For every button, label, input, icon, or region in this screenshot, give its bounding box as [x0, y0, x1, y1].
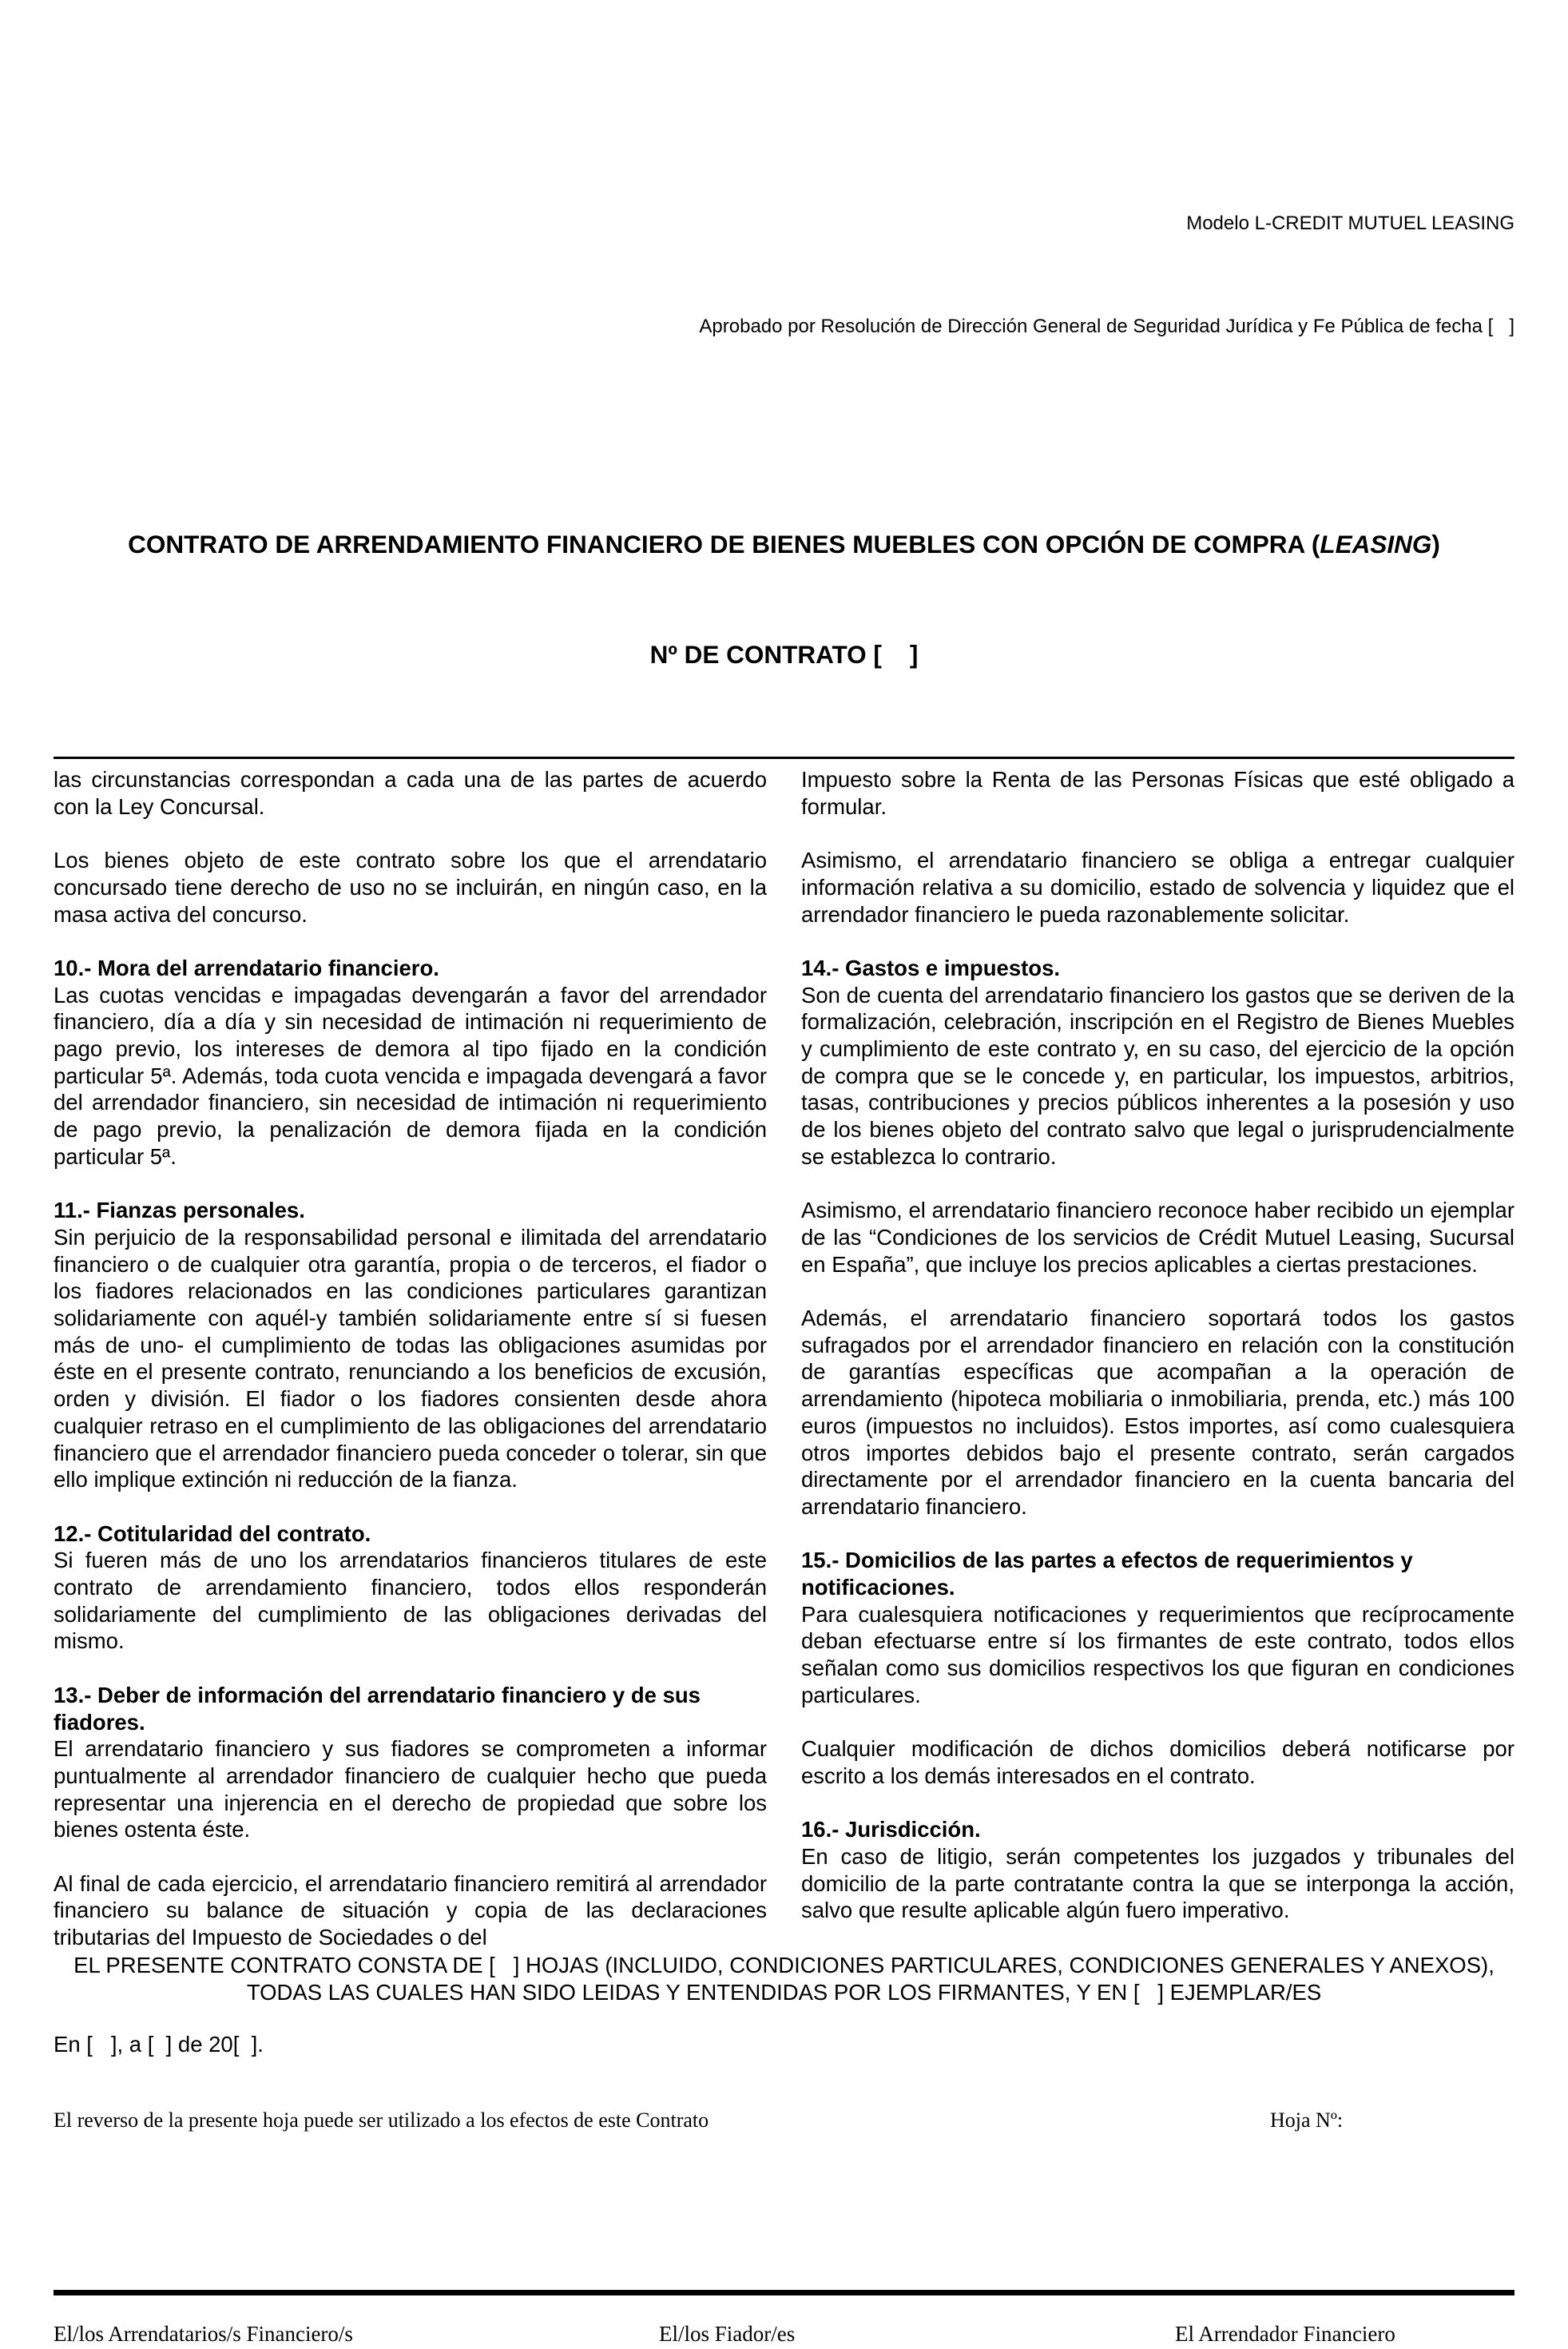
- contract-title-line1: [54, 526, 1514, 562]
- clause-16-heading: 16.- Jurisdicción.: [801, 1817, 981, 1842]
- clause-9-continuation-2: Los bienes objeto de este contrato sobre los que el arrendatario concursado tiene derecho de uso no se incluirán, en ningún caso, en la masa activa del concurso.: [54, 848, 767, 927]
- clause-12-body: Si fueren más de uno los arrendatarios financieros titulares de este contrato de arrendamiento financiero, todos ellos responderán solidariamente del cumplimiento de las obligaciones derivadas del mismo.: [54, 1548, 767, 1654]
- title-text-pre: CONTRATO DE ARRENDAMIENTO FINANCIERO DE BIENES MUEBLES CON OPCIÓN DE COMPRA (: [128, 530, 1320, 558]
- closing-statement: EL PRESENTE CONTRATO CONSTA DE [ ] HOJAS (INCLUIDO, CONDICIONES PARTICULARES, CONDICIONES GENERALES Y ANEXOS), TODAS LAS CUALES HAN SIDO LEIDAS Y ENTENDIDAS POR LOS FIRMANTES, Y EN [ ] EJEMPLAR/ES: [73, 1952, 1500, 2005]
- clause-12-heading: 12.- Cotitularidad del contrato.: [54, 1520, 371, 1546]
- clause-14-heading: 14.- Gastos e impuestos.: [801, 955, 1060, 980]
- document-header: [54, 0, 1514, 412]
- reverse-side-note: El reverso de la presente hoja puede ser utilizado a los efectos de este Contrato: [54, 2109, 709, 2132]
- right-column: [801, 766, 1514, 1951]
- title-divider-rule: [54, 757, 1514, 759]
- sheet-number-label: Hoja Nº:: [1270, 2109, 1344, 2132]
- title-text-leasing: LEASING: [1320, 530, 1432, 558]
- clause-14-body-1: Son de cuenta del arrendatario financiero los gastos que se deriven de la formalización, celebración, inscripción en el Registro de Bienes Muebles y cumplimiento de este contrato y, en su caso, del ejercicio de la opción de compra que se le concede y, en particular, los impuestos, arbitrios, tasas, contribuciones y precios públicos inherentes a la posesión y uso de los bienes objeto del contrato salvo que legal o jurisprudencialmente se establezca lo contrario.: [801, 982, 1514, 1169]
- clause-14-body-2: Asimismo, el arrendatario financiero reconoce haber recibido un ejemplar de las “Condiciones de los servicios de Crédit Mutuel Leasing, Sucursal en España”, que incluye los precios aplicables a ciertas prestaciones.: [801, 1198, 1514, 1277]
- clause-13-continuation-1: Impuesto sobre la Renta de las Personas Físicas que esté obligado a formular.: [801, 767, 1514, 819]
- clause-13-heading: 13.- Deber de información del arrendatario financiero y de sus fiadores.: [54, 1682, 701, 1735]
- lessor-signature-label: El Arrendador Financiero: [1175, 2321, 1395, 2346]
- clause-16-body: En caso de litigio, serán competentes los juzgados y tribunales del domicilio de la parte contratante contra la que se interponga la acción, salvo que resulte aplicable algún fuero imperativo.: [801, 1844, 1514, 1923]
- clause-13-body-1: El arrendatario financiero y sus fiadores se comprometen a informar puntualmente al arrendador financiero de cualquier hecho que pueda representar una injerencia en el derecho de propiedad que sobre los bienes ostenta éste.: [54, 1736, 767, 1842]
- title-text-post: ): [1431, 530, 1440, 558]
- approval-reference: Aprobado por Resolución de Dirección General de Seguridad Jurídica y Fe Pública de fecha [ ]: [699, 316, 1514, 337]
- clause-13-continuation-2: Asimismo, el arrendatario financiero se obliga a entregar cualquier información relativa a su domicilio, estado de solvencia y liquidez que el arrendador financiero le pueda razonablemente solicitar.: [801, 848, 1514, 927]
- page-footer: [54, 2108, 1514, 2133]
- clause-15-body-2: Cualquier modificación de dichos domicilios deberá notificarse por escrito a los demás interesados en el contrato.: [801, 1736, 1514, 1788]
- two-column-body: [54, 766, 1514, 1951]
- signature-divider-rule: [54, 2290, 1514, 2295]
- clause-10-heading: 10.- Mora del arrendatario financiero.: [54, 955, 439, 980]
- contract-title: [54, 452, 1514, 746]
- clause-15-body-1: Para cualesquiera notificaciones y requerimientos que recíprocamente deban efectuarse entre sí los firmantes de este contrato, todos ellos señalan como sus domicilios respectivos los que figuran en condiciones particulares.: [801, 1601, 1514, 1707]
- left-column: [54, 766, 767, 1951]
- model-reference: Modelo L-CREDIT MUTUEL LEASING: [1186, 213, 1514, 234]
- contract-number-line: Nº DE CONTRATO [ ]: [649, 640, 919, 669]
- lessee-signature-label: El/los Arrendatarios/s Financiero/s: [54, 2321, 353, 2346]
- guarantor-signature-label: El/los Fiador/es: [659, 2321, 796, 2346]
- signature-row: [54, 2320, 1514, 2349]
- clause-11-body: Sin perjuicio de la responsabilidad personal e ilimitada del arrendatario financiero o de cualquier otra garantía, propia o de terceros, el fiador o los fiadores relacionados en las condiciones particulares garantizan solidariamente con aquél-y también solidariamente entre sí si fuesen más de uno- el cumplimiento de todas las obligaciones asumidas por éste en el presente contrato, renunciando a los beneficios de excusión, orden y división. El fiador o los fiadores consienten desde ahora cualquier retraso en el cumplimiento de las obligaciones del arrendatario financiero que el arrendador financiero pueda conceder o tolerar, sin que ello implique extinción ni reducción de la fianza.: [54, 1224, 767, 1492]
- clause-9-continuation-1: las circunstancias correspondan a cada una de las partes de acuerdo con la Ley Concursal.: [54, 767, 767, 819]
- clause-10-body: Las cuotas vencidas e impagadas devengarán a favor del arrendador financiero, día a día y sin necesidad de intimación ni requerimiento de pago previo, los intereses de demora al tipo fijado en la condición particular 5ª. Además, toda cuota vencida e impagada devengará a favor del arrendador financiero, sin necesidad de intimación ni requerimiento de pago previo, la penalización de demora fijada en la condición particular 5ª.: [54, 982, 767, 1169]
- clause-11-heading: 11.- Fianzas personales.: [54, 1198, 305, 1223]
- place-and-date-line: En [ ], a [ ] de 20[ ].: [54, 2031, 264, 2057]
- clause-14-body-3: Además, el arrendatario financiero soportará todos los gastos sufragados por el arrendador financiero en relación con la constitución de garantías específicas que acompañan a la operación de arrendamiento (hipoteca mobiliaria o inmobiliaria, prenda, etc.) más 100 euros (impuestos no incluidos). Estos importes, así como cualesquiera otros importes debidos bajo el presente contrato, serán cargados directamente por el arrendador financiero en la cuenta bancaria del arrendatario financiero.: [801, 1306, 1514, 1519]
- clause-15-heading: 15.- Domicilios de las partes a efectos de requerimientos y notificaciones.: [801, 1548, 1413, 1600]
- clause-13-body-2: Al final de cada ejercicio, el arrendatario financiero remitirá al arrendador financiero su balance de situación y copia de las declaraciones tributarias del Impuesto de Sociedades o del: [54, 1870, 767, 1950]
